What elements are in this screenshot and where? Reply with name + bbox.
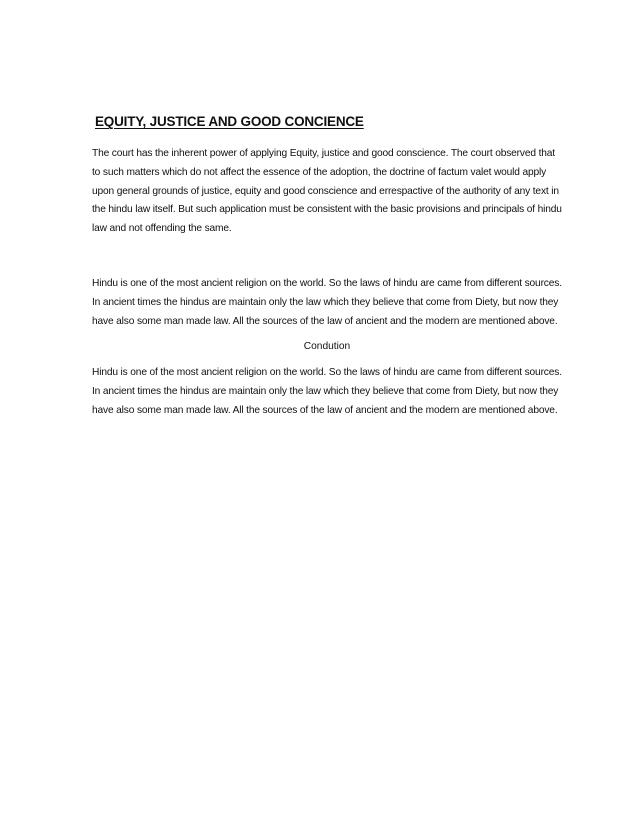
spacer (92, 357, 562, 364)
section-heading-conclusion: Condution (303, 341, 351, 353)
paragraph-equity: The court has the inherent power of applying Equity, justice and good conscience. The court observed that to such matters which do not affect the essence of the adoption, the doctrine of factum valet would apply upon general grounds of justice, equity and good conscience and errespactive of the authority of any text in the hindu law itself. But such application must be consistent with the basic provisions and principals of hindu law and not offending the same. (92, 148, 562, 235)
paragraph-hindu-sources: Hindu is one of the most ancient religion on the world. So the laws of hindu are came from different sources. In ancient times the hindus are maintain only the law which they believe that come from Diety, but now they have also some man made law. All the sources of the law of ancient and the modern are mentioned above. (92, 277, 562, 327)
document-title: EQUITY, JUSTICE AND GOOD CONCIENCE (95, 114, 364, 129)
paragraph-conclusion: Hindu is one of the most ancient religion on the world. So the laws of hindu are came from different sources. In ancient times the hindus are maintain only the law which they believe that come from Diety, but now they have also some man made law. All the sources of the law of ancient and the modern are mentioned above. (92, 367, 562, 416)
spacer (92, 331, 562, 338)
spacer (92, 239, 562, 275)
document-body (92, 113, 562, 421)
